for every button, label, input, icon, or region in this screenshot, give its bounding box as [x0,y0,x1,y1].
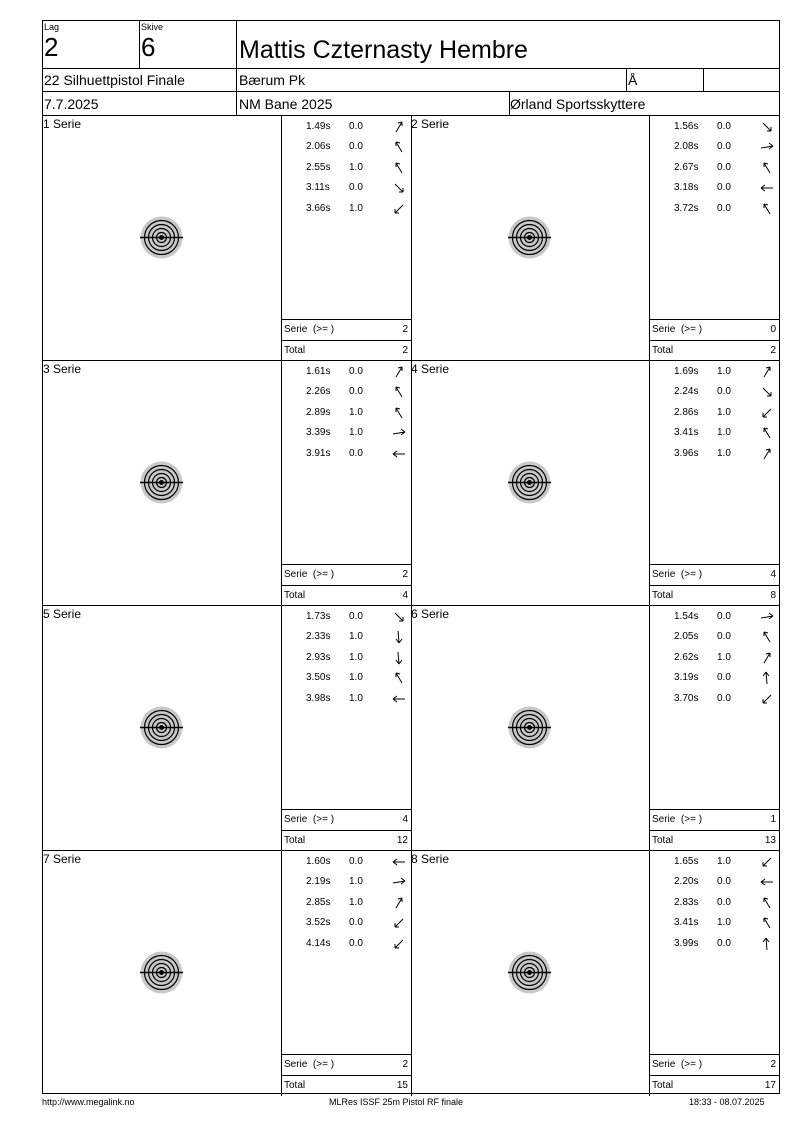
shot-value: 0.0 [717,202,731,214]
shot-time: 1.60s [306,856,331,867]
shot-time: 1.49s [306,121,331,132]
serie-score-row [649,564,779,585]
target-icon [508,461,551,504]
shot-row [650,138,780,158]
shot-time: 2.19s [306,876,331,888]
serie-title: 6 Serie [411,607,450,621]
footer-timestamp: 18:33 - 08.07.2025 [689,1097,765,1107]
serie-score-label: Serie (>= ) [652,1059,703,1070]
shot-row [282,894,412,914]
shot-row [282,118,412,138]
total-value: 8 [770,590,776,601]
direction-arrow-icon [760,610,774,624]
direction-arrow-icon [760,855,774,869]
target-icon [140,461,183,504]
shot-time: 1.65s [674,856,699,867]
shot-time: 2.93s [306,651,331,663]
serie-score-row [281,319,411,340]
direction-arrow-icon [392,916,406,930]
shot-value: 0.0 [349,917,363,929]
total-row [649,585,779,606]
direction-arrow-icon [760,120,774,134]
total-row [649,830,779,851]
shot-value: 0.0 [717,631,731,643]
serie-score-row [649,809,779,830]
shot-value: 1.0 [717,427,731,439]
footer-software: MLRes ISSF 25m Pistol RF finale [329,1097,464,1107]
shot-row [650,690,780,710]
shot-row [650,608,780,628]
serie-score-value: 2 [402,569,408,580]
direction-arrow-icon [760,630,774,644]
shot-row [282,914,412,934]
shot-value: 1.0 [349,876,363,888]
total-row [281,1075,411,1096]
shot-value: 0.0 [717,141,731,153]
shot-value: 0.0 [717,161,731,173]
shot-time: 1.54s [674,611,699,622]
shot-row [650,628,780,648]
divider [43,68,779,69]
lag-value: 2 [44,32,59,62]
shot-list [281,116,411,319]
shooter-name: Mattis Czternasty Hembre [239,36,528,64]
serie-score-row [281,1054,411,1075]
total-label: Total [284,590,306,601]
serie-panel [43,361,411,606]
shot-time: 2.08s [674,141,699,153]
lag-cell [43,21,139,68]
serie-score-label: Serie (>= ) [284,814,335,825]
direction-arrow-icon [760,651,774,665]
shot-time: 3.50s [306,672,331,684]
shot-row [282,649,412,669]
skive-label: Skive [141,22,164,32]
direction-arrow-icon [392,181,406,195]
divider [43,91,779,92]
shot-row [650,873,780,893]
shot-row [650,404,780,424]
serie-panel [43,606,411,851]
shot-value: 0.0 [349,447,363,459]
serie-title: 2 Serie [411,117,450,131]
shot-time: 2.83s [674,896,699,908]
shot-row [282,138,412,158]
serie-panel [43,116,411,361]
shot-time: 3.66s [306,202,331,214]
organizer-name: Ørland Sportsskyttere [510,96,646,112]
shot-value: 0.0 [717,896,731,908]
shot-row [282,853,412,873]
shot-time: 2.89s [306,406,331,418]
shot-time: 3.98s [306,692,331,704]
direction-arrow-icon [760,385,774,399]
shot-value: 0.0 [717,876,731,888]
shot-time: 3.41s [674,427,699,439]
shot-value: 0.0 [717,121,731,132]
shot-row [650,914,780,934]
serie-panel [411,116,779,361]
target-icon [140,216,183,259]
total-label: Total [652,1080,674,1091]
shot-time: 3.19s [674,672,699,684]
direction-arrow-icon [392,610,406,624]
serie-score-value: 1 [770,814,776,825]
total-value: 2 [770,345,776,356]
serie-score-value: 2 [402,1059,408,1070]
serie-title: 5 Serie [43,607,82,621]
shot-time: 3.72s [674,202,699,214]
club-name: Bærum Pk [239,72,306,88]
direction-arrow-icon [392,447,406,461]
shot-row [282,363,412,383]
total-value: 2 [402,345,408,356]
serie-score-label: Serie (>= ) [652,814,703,825]
serie-score-value: 2 [770,1059,776,1070]
total-row [649,340,779,361]
shot-time: 3.96s [674,447,699,459]
shot-value: 0.0 [349,611,363,622]
direction-arrow-icon [760,202,774,216]
shot-value: 1.0 [349,651,363,663]
shot-time: 2.85s [306,896,331,908]
shot-time: 3.11s [306,182,330,194]
serie-score-row [649,1054,779,1075]
skive-value: 6 [141,32,156,62]
shot-value: 1.0 [349,896,363,908]
serie-score-row [649,319,779,340]
direction-arrow-icon [392,161,406,175]
shot-time: 1.73s [306,611,331,622]
serie-title: 3 Serie [43,362,82,376]
direction-arrow-icon [392,692,406,706]
total-label: Total [284,345,306,356]
shot-time: 3.41s [674,917,699,929]
shot-list [281,361,411,564]
serie-panel [411,851,779,1096]
shot-row [282,424,412,444]
target-icon [508,216,551,259]
competition-name: NM Bane 2025 [239,96,333,112]
target-icon [508,951,551,994]
shot-value: 0.0 [349,856,363,867]
direction-arrow-icon [760,937,774,951]
direction-arrow-icon [392,671,406,685]
shot-time: 1.69s [674,366,699,377]
shot-value: 1.0 [717,651,731,663]
shot-time: 1.61s [306,366,331,377]
target-icon [508,706,551,749]
shot-row [650,935,780,955]
total-label: Total [652,590,674,601]
serie-title: 1 Serie [43,117,82,131]
total-value: 15 [396,1080,408,1091]
direction-arrow-icon [392,202,406,216]
shot-value: 0.0 [349,386,363,398]
shot-value: 0.0 [349,366,363,377]
shot-row [650,179,780,199]
shot-row [282,404,412,424]
target-icon [140,951,183,994]
direction-arrow-icon [760,181,774,195]
serie-score-label: Serie (>= ) [284,1059,335,1070]
shot-row [650,894,780,914]
shot-row [282,935,412,955]
direction-arrow-icon [392,426,406,440]
shot-list [649,606,779,809]
total-row [281,585,411,606]
total-label: Total [284,835,306,846]
shot-time: 2.86s [674,406,699,418]
shot-time: 3.99s [674,937,699,949]
direction-arrow-icon [392,140,406,154]
serie-score-label: Serie (>= ) [652,324,703,335]
direction-arrow-icon [760,916,774,930]
shot-value: 0.0 [717,611,731,622]
total-row [649,1075,779,1096]
shot-value: 0.0 [717,386,731,398]
shot-value: 0.0 [349,141,363,153]
direction-arrow-icon [760,140,774,154]
shot-row [650,200,780,220]
serie-title: 4 Serie [411,362,450,376]
shot-value: 1.0 [349,202,363,214]
direction-arrow-icon [392,385,406,399]
serie-score-value: 4 [402,814,408,825]
divider [703,68,704,91]
shot-value: 0.0 [717,692,731,704]
shot-time: 1.56s [674,121,699,132]
shot-row [282,608,412,628]
shot-row [650,853,780,873]
serie-title: 7 Serie [43,852,82,866]
shot-row [282,669,412,689]
shot-value: 0.0 [349,937,363,949]
direction-arrow-icon [760,875,774,889]
shot-list [649,851,779,1054]
shot-row [650,424,780,444]
shot-row [282,445,412,465]
shot-row [650,159,780,179]
shot-time: 2.05s [674,631,699,643]
shot-value: 1.0 [349,427,363,439]
shot-value: 1.0 [717,447,731,459]
direction-arrow-icon [392,630,406,644]
shot-time: 2.67s [674,161,699,173]
direction-arrow-icon [392,937,406,951]
direction-arrow-icon [760,406,774,420]
result-card [42,20,780,1094]
direction-arrow-icon [392,365,406,379]
shot-time: 2.20s [674,876,699,888]
shot-value: 1.0 [717,856,731,867]
shot-value: 1.0 [349,631,363,643]
total-value: 17 [764,1080,776,1091]
shot-time: 3.52s [306,917,331,929]
shot-row [282,179,412,199]
shot-list [281,851,411,1054]
shot-row [282,628,412,648]
total-label: Total [284,1080,306,1091]
shot-time: 2.33s [306,631,331,643]
shot-value: 1.0 [717,917,731,929]
total-row [281,830,411,851]
direction-arrow-icon [392,875,406,889]
shot-time: 3.91s [306,447,331,459]
serie-panel [411,606,779,851]
shot-time: 2.06s [306,141,331,153]
target-icon [140,706,183,749]
serie-score-value: 4 [770,569,776,580]
direction-arrow-icon [760,161,774,175]
shot-row [650,118,780,138]
direction-arrow-icon [392,855,406,869]
shot-time: 2.26s [306,386,331,398]
shot-time: 3.39s [306,427,331,439]
total-value: 4 [402,590,408,601]
shot-value: 1.0 [349,692,363,704]
shot-time: 3.18s [674,182,699,194]
lag-label: Lag [44,22,60,32]
serie-title: 8 Serie [411,852,450,866]
shot-value: 0.0 [349,121,363,132]
shot-value: 1.0 [717,366,731,377]
total-row [281,340,411,361]
shot-list [649,361,779,564]
direction-arrow-icon [760,447,774,461]
shot-value: 1.0 [349,672,363,684]
direction-arrow-icon [392,896,406,910]
shot-value: 1.0 [717,406,731,418]
shot-value: 0.0 [349,182,363,194]
event-name: 22 Silhuettpistol Finale [44,72,185,88]
footer-url: http://www.megalink.no [42,1097,135,1107]
serie-score-row [281,809,411,830]
date: 7.7.2025 [44,96,99,112]
direction-arrow-icon [760,426,774,440]
shot-row [282,383,412,403]
direction-arrow-icon [760,671,774,685]
direction-arrow-icon [392,120,406,134]
shot-time: 2.62s [674,651,699,663]
shot-row [650,445,780,465]
shot-row [282,873,412,893]
divider [626,68,627,91]
shot-row [650,649,780,669]
serie-score-label: Serie (>= ) [284,324,335,335]
shot-list [649,116,779,319]
shot-row [650,363,780,383]
serie-score-row [281,564,411,585]
shot-value: 0.0 [717,182,731,194]
direction-arrow-icon [760,692,774,706]
shot-row [282,159,412,179]
serie-score-label: Serie (>= ) [284,569,335,580]
total-label: Total [652,835,674,846]
total-value: 13 [764,835,776,846]
shot-value: 1.0 [349,406,363,418]
direction-arrow-icon [392,651,406,665]
shot-value: 1.0 [349,161,363,173]
serie-score-label: Serie (>= ) [652,569,703,580]
shot-time: 2.55s [306,161,331,173]
direction-arrow-icon [392,406,406,420]
shot-row [282,200,412,220]
serie-panel [43,851,411,1096]
shot-list [281,606,411,809]
shot-row [282,690,412,710]
serie-panel [411,361,779,606]
direction-arrow-icon [760,896,774,910]
total-label: Total [652,345,674,356]
serie-score-value: 2 [402,324,408,335]
serie-score-value: 0 [770,324,776,335]
shot-value: 0.0 [717,672,731,684]
shot-time: 3.70s [674,692,699,704]
total-value: 12 [396,835,408,846]
class-name: Å [628,72,638,88]
shot-row [650,669,780,689]
direction-arrow-icon [760,365,774,379]
skive-cell [140,21,236,68]
shot-time: 4.14s [306,937,331,949]
shot-time: 2.24s [674,386,699,398]
shot-value: 0.0 [717,937,731,949]
shot-row [650,383,780,403]
